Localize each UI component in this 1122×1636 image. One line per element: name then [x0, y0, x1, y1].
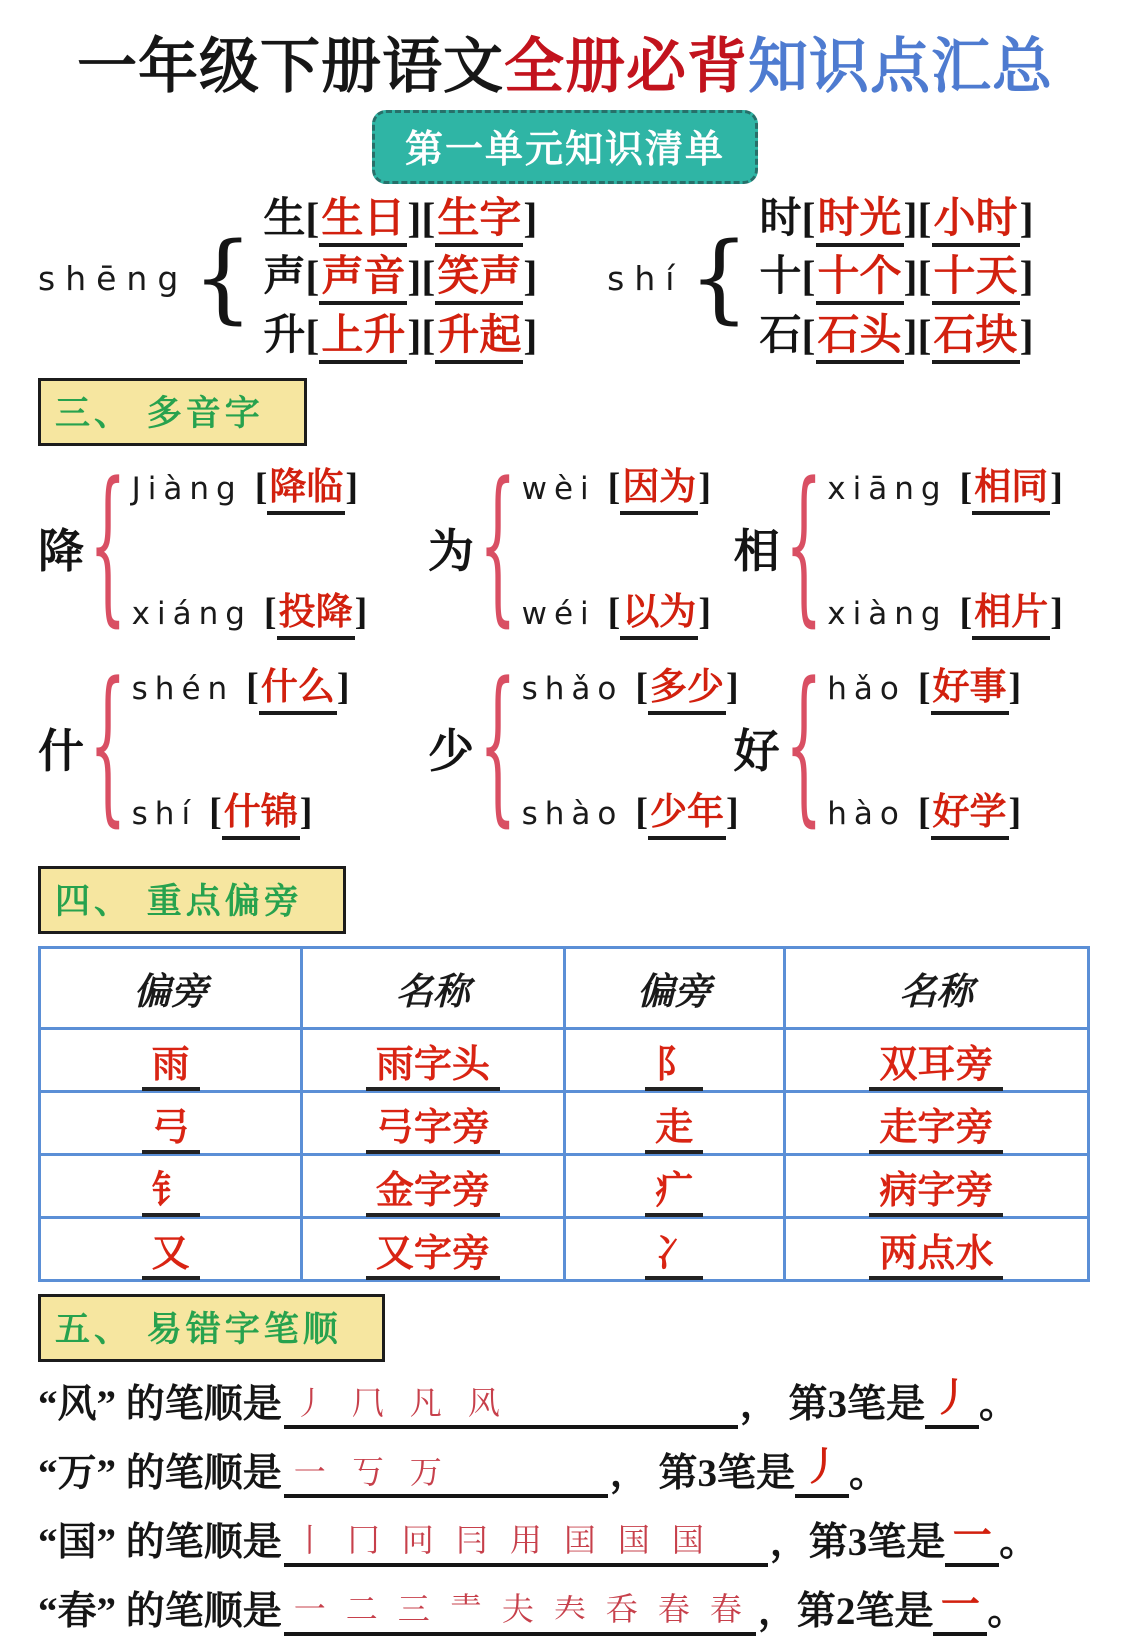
word: 石块: [932, 313, 1020, 364]
word: 什么: [259, 656, 337, 715]
reading: [827, 456, 1063, 515]
table-cell: [564, 1155, 784, 1218]
stroke-step: 冃: [455, 1522, 488, 1559]
stroke-step: 呑: [605, 1591, 638, 1628]
stroke-step: 龶: [449, 1591, 482, 1628]
title-part-red: 全册必背: [504, 33, 748, 100]
reading-pinyin: xiáng: [131, 596, 252, 633]
polyphone-row-2: [38, 649, 1092, 845]
bracket-open: [: [917, 791, 931, 834]
readings: [522, 656, 739, 840]
base-char: 生: [263, 196, 306, 242]
stroke-step: 凡: [409, 1384, 442, 1421]
word: 十天: [932, 254, 1020, 305]
stroke-answer: 一: [933, 1583, 987, 1636]
base-char: 降: [38, 526, 84, 578]
word: 以为: [620, 581, 698, 640]
table-cell: [302, 1218, 564, 1281]
radical: 走: [645, 1107, 703, 1154]
readings: [522, 456, 711, 640]
brace-glyph: {: [89, 449, 127, 645]
reading: [132, 581, 368, 640]
reading-pinyin: wéi: [521, 596, 596, 633]
reading-pinyin: xiàng: [827, 596, 948, 633]
polyphone-group-hao: [733, 649, 1092, 845]
bracket-open: [: [607, 466, 621, 509]
table-row: [40, 1029, 1089, 1092]
word: 多少: [648, 656, 726, 715]
stroke-line-feng: [38, 1376, 1092, 1429]
homophone-entry: [760, 250, 1034, 305]
brace-glyph: {: [784, 649, 823, 845]
stroke-step: 一: [293, 1453, 326, 1490]
bracket-close: ]: [523, 312, 538, 359]
polyphone-group-xiang: [733, 449, 1092, 645]
homophone-entry: [760, 192, 1034, 247]
table-cell: [784, 1029, 1088, 1092]
stroke-answer: 丿: [925, 1376, 979, 1429]
column-header: 偏旁: [40, 948, 302, 1029]
bracket-open: [: [421, 312, 436, 359]
readings: [827, 456, 1063, 640]
bracket-close: ]: [299, 791, 313, 834]
stroke-step: 丂: [351, 1453, 384, 1490]
bracket-open: [: [305, 312, 320, 359]
period: 。: [999, 1520, 1039, 1564]
stroke-label: “风” 的笔顺是: [38, 1383, 282, 1427]
stroke-step: 用: [509, 1522, 542, 1559]
base-char: 升: [263, 312, 306, 359]
word: 相同: [972, 456, 1050, 515]
base-char: 时: [759, 196, 802, 242]
stroke-question: ，第3笔是: [769, 1520, 946, 1564]
word: 小时: [932, 196, 1020, 247]
word: 石头: [816, 313, 904, 364]
reading: [827, 581, 1063, 640]
radical-name: 病字旁: [869, 1170, 1003, 1217]
page-title: [38, 34, 1092, 100]
stroke-step: 夫: [501, 1591, 534, 1628]
readings: [132, 456, 368, 640]
base-char: 石: [759, 312, 802, 359]
bracket-close: ]: [336, 666, 350, 709]
stroke-line-guo: [38, 1514, 1092, 1567]
bracket-close: ]: [903, 312, 918, 359]
brace-glyph: {: [688, 222, 750, 335]
reading: [132, 456, 368, 515]
column-header: 名称: [302, 948, 564, 1029]
title-part-black: 一年级下册语文: [77, 33, 504, 100]
reading-pinyin: shén: [131, 671, 235, 708]
bracket-close: ]: [726, 791, 739, 834]
table-cell: [302, 1155, 564, 1218]
table-cell: [784, 1155, 1088, 1218]
bracket-open: [: [917, 666, 931, 709]
bracket-close: ]: [523, 254, 538, 301]
word: 时光: [816, 196, 904, 247]
unit-banner-wrap: [38, 110, 1092, 184]
homophone-entry: [760, 309, 1034, 364]
table-row: [40, 1155, 1089, 1218]
table-cell: [40, 1029, 302, 1092]
stroke-step: 万: [409, 1453, 442, 1490]
table-cell: [564, 1218, 784, 1281]
word: 生字: [435, 196, 523, 247]
reading-pinyin: wèi: [521, 471, 596, 508]
radical-name: 金字旁: [366, 1170, 500, 1217]
bracket-close: ]: [407, 312, 422, 359]
stroke-answer: 一: [945, 1514, 999, 1567]
reading-pinyin: xiāng: [827, 471, 948, 508]
bracket-close: ]: [698, 466, 711, 509]
bracket-open: [: [254, 466, 268, 509]
table-row: [40, 1092, 1089, 1155]
bracket-close: ]: [1008, 791, 1022, 834]
reading: [827, 656, 1021, 715]
bracket-close: ]: [726, 666, 739, 709]
table-header-row: [40, 948, 1089, 1029]
radical-name: 又字旁: [366, 1233, 500, 1280]
stroke-label: “万” 的笔顺是: [38, 1452, 282, 1496]
period: 。: [987, 1589, 1027, 1633]
bracket-close: ]: [1008, 666, 1022, 709]
bracket-open: [: [801, 254, 816, 301]
stroke-steps-blank: [284, 1590, 756, 1635]
bracket-open: [: [801, 196, 816, 242]
base-char: 相: [733, 526, 780, 578]
bracket-open: [: [635, 666, 649, 709]
bracket-open: [: [246, 666, 259, 709]
stroke-step: 丿: [293, 1384, 326, 1421]
radical-name: 弓字旁: [366, 1107, 500, 1154]
table-cell: [40, 1155, 302, 1218]
reading-pinyin: Jiàng: [131, 471, 243, 508]
polyphone-row-1: [38, 449, 1092, 645]
bracket-close: ]: [1050, 466, 1063, 509]
stroke-step: 风: [467, 1384, 500, 1421]
homophone-group-shi: [607, 192, 1092, 364]
radical-name: 雨字头: [366, 1044, 500, 1091]
bracket-close: ]: [1019, 196, 1034, 242]
word: 降临: [267, 456, 345, 515]
table-cell: [302, 1092, 564, 1155]
period: 。: [849, 1452, 889, 1496]
bracket-close: ]: [407, 254, 422, 301]
stroke-step: 国: [617, 1522, 650, 1559]
section-header-polyphones: 三、 多音字: [38, 378, 307, 446]
bracket-close: ]: [1019, 312, 1034, 359]
reading: [522, 656, 739, 715]
base-char: 声: [263, 254, 306, 301]
table-cell: [564, 1029, 784, 1092]
reading: [827, 781, 1021, 840]
radical-table: [38, 946, 1090, 1282]
stroke-steps-blank: [284, 1453, 608, 1498]
pinyin-label: shēng: [38, 258, 189, 298]
reading: [132, 781, 350, 840]
homophone-entries: [263, 192, 537, 364]
bracket-close: ]: [523, 196, 538, 242]
homophone-group-sheng: [38, 192, 607, 364]
homophone-entries: [760, 192, 1034, 364]
stroke-label: “国” 的笔顺是: [38, 1520, 282, 1564]
stroke-steps-blank: [284, 1384, 738, 1429]
brace-glyph: {: [479, 649, 517, 845]
stroke-answer: 丿: [795, 1445, 849, 1498]
stroke-step: 冂: [347, 1522, 380, 1559]
polyphone-group-shen: [38, 649, 428, 845]
stroke-step: 国: [671, 1522, 704, 1559]
reading-pinyin: shǎo: [521, 671, 624, 708]
column-header: 名称: [784, 948, 1088, 1029]
stroke-step: 囯: [563, 1522, 596, 1559]
word: 少年: [648, 781, 726, 840]
word: 上升: [319, 313, 407, 364]
bracket-open: [: [607, 591, 621, 634]
table-row: [40, 1218, 1089, 1281]
bracket-open: [: [421, 196, 436, 242]
bracket-close: ]: [1050, 591, 1063, 634]
stroke-question: ， 第3笔是: [739, 1383, 926, 1427]
table-cell: [784, 1218, 1088, 1281]
bracket-open: [: [959, 591, 973, 634]
bracket-open: [: [917, 254, 932, 301]
table-cell: [40, 1218, 302, 1281]
period: 。: [979, 1383, 1019, 1427]
stroke-step: 春: [657, 1591, 690, 1628]
bracket-open: [: [209, 791, 222, 834]
stroke-step: 一: [293, 1591, 326, 1628]
reading-pinyin: shí: [131, 796, 198, 833]
reading-pinyin: hǎo: [827, 671, 906, 708]
base-char: 什: [38, 726, 84, 778]
column-header: 偏旁: [564, 948, 784, 1029]
bracket-close: ]: [903, 196, 918, 242]
table-cell: [564, 1092, 784, 1155]
stroke-line-wan: [38, 1445, 1092, 1498]
table-cell: [40, 1092, 302, 1155]
brace-glyph: {: [479, 449, 517, 645]
bracket-close: ]: [903, 254, 918, 301]
radical: 又: [142, 1233, 200, 1280]
brace-glyph: {: [784, 449, 823, 645]
radical: 疒: [645, 1170, 703, 1217]
homophone-section: [38, 192, 1092, 364]
bracket-close: ]: [407, 196, 422, 242]
bracket-open: [: [305, 254, 320, 301]
homophone-entry: [263, 250, 537, 305]
word: 相片: [972, 581, 1050, 640]
bracket-open: [: [305, 196, 320, 242]
radical: 弓: [142, 1107, 200, 1154]
stroke-steps-blank: [284, 1521, 768, 1566]
radical: 冫: [645, 1233, 703, 1280]
homophone-entry: [263, 192, 537, 247]
base-char: 十: [759, 254, 802, 301]
polyphone-group-jiang: [38, 449, 428, 645]
radical-name: 两点水: [869, 1233, 1003, 1280]
word: 投降: [277, 581, 355, 640]
bracket-close: ]: [1019, 254, 1034, 301]
base-char: 好: [733, 726, 780, 778]
brace-glyph: {: [192, 222, 254, 335]
radical: 雨: [142, 1044, 200, 1091]
stroke-step: 春: [709, 1591, 742, 1628]
bracket-open: [: [801, 312, 816, 359]
unit-banner: 第一单元知识清单: [372, 110, 758, 184]
bracket-close: ]: [698, 591, 711, 634]
reading: [522, 456, 711, 515]
word: 好学: [931, 781, 1009, 840]
base-char: 少: [427, 726, 474, 778]
bracket-close: ]: [345, 466, 359, 509]
stroke-question: ， 第3笔是: [609, 1452, 796, 1496]
homophone-entry: [263, 309, 537, 364]
polyphone-group-shao: [427, 649, 739, 845]
radical: 钅: [142, 1170, 200, 1217]
reading-pinyin: hào: [827, 796, 906, 833]
bracket-open: [: [959, 466, 973, 509]
readings: [827, 656, 1021, 840]
bracket-close: ]: [354, 591, 368, 634]
title-part-blue: 知识点汇总: [748, 33, 1053, 100]
radical-name: 走字旁: [869, 1107, 1003, 1154]
stroke-step: 二: [345, 1591, 378, 1628]
reading: [522, 781, 739, 840]
section-header-strokes: 五、 易错字笔顺: [38, 1294, 385, 1362]
bracket-open: [: [635, 791, 649, 834]
word: 什锦: [222, 781, 300, 840]
pinyin-label: shí: [607, 258, 685, 298]
stroke-label: “春” 的笔顺是: [38, 1589, 282, 1633]
stroke-step: 三: [397, 1591, 430, 1628]
bracket-open: [: [917, 312, 932, 359]
radical-name: 双耳旁: [869, 1044, 1003, 1091]
table-cell: [302, 1029, 564, 1092]
word: 笑声: [435, 254, 523, 305]
reading-pinyin: shào: [521, 796, 624, 833]
stroke-step: 𠘨: [351, 1384, 384, 1421]
bracket-open: [: [917, 196, 932, 242]
word: 因为: [620, 456, 698, 515]
section-header-radicals: 四、 重点偏旁: [38, 866, 346, 934]
word: 声音: [319, 254, 407, 305]
word: 生日: [319, 196, 407, 247]
readings: [132, 656, 350, 840]
word: 好事: [931, 656, 1009, 715]
polyphone-group-wei: [427, 449, 734, 645]
stroke-step: 丨: [293, 1522, 326, 1559]
word: 升起: [435, 313, 523, 364]
reading: [132, 656, 350, 715]
table-cell: [784, 1092, 1088, 1155]
brace-glyph: {: [89, 649, 127, 845]
bracket-open: [: [421, 254, 436, 301]
base-char: 为: [427, 526, 474, 578]
word: 十个: [816, 254, 904, 305]
stroke-line-chun: [38, 1583, 1092, 1636]
stroke-step: 冋: [401, 1522, 434, 1559]
bracket-open: [: [263, 591, 277, 634]
stroke-question: ，第2笔是: [757, 1589, 934, 1633]
reading: [522, 581, 711, 640]
stroke-step: 𡗗: [553, 1591, 586, 1628]
radical: 阝: [645, 1044, 703, 1091]
